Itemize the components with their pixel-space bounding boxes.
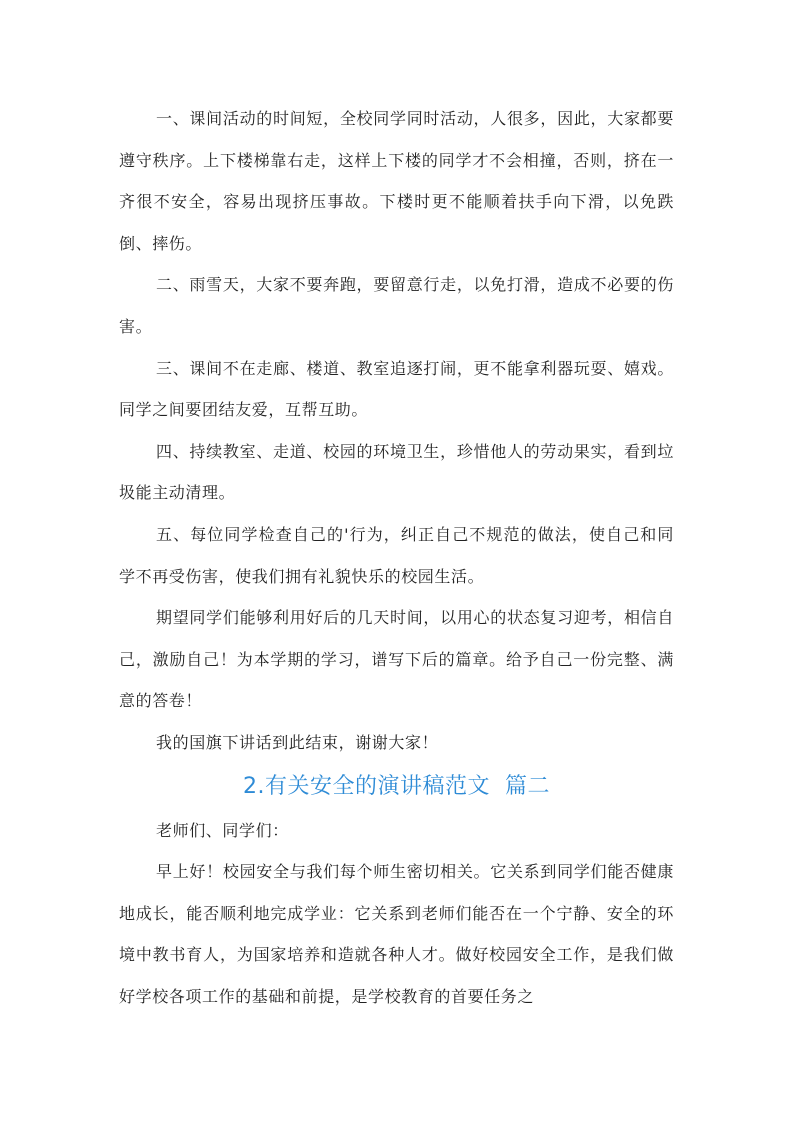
paragraph-rule-4: 四、持续教室、走道、校园的环境卫生，珍惜他人的劳动果实，看到垃圾能主动清理。	[119, 441, 674, 503]
section-heading: 2.有关安全的演讲稿范文 篇二	[243, 773, 550, 799]
paragraph-rule-1: 一、课间活动的时间短，全校同学同时活动，人很多，因此，大家都要遵守秩序。上下楼梯靠右走，这样上下楼的同学才不会相撞，否则，挤在一齐很不安全，容易出现挤压事故。下楼时更不能顺着扶手向下滑，以免跌倒、摔伤。	[119, 109, 674, 253]
paragraph-closing: 我的国旗下讲话到此结束，谢谢大家！	[156, 732, 439, 752]
paragraph-rule-2: 二、雨雪天，大家不要奔跑，要留意行走，以免打滑，造成不必要的伤害。	[119, 275, 674, 336]
paragraph-intro: 早上好！校园安全与我们每个师生密切相关。它关系到同学们能否健康地成长，能否顺利地完成学业：它关系到老师们能否在一个宁静、安全的环境中教书育人，为国家培养和造就各种人才。做好校园安全工作，是我们做好学校各项工作的基础和前提，是学校教育的首要任务之	[119, 862, 674, 1006]
document-body	[119, 98, 674, 1017]
paragraph-rule-3: 三、课间不在走廊、楼道、教室追逐打闹，更不能拿利器玩耍、嬉戏。同学之间要团结友爱，互帮互助。	[119, 358, 674, 420]
paragraph-rule-5: 五、每位同学检查自己的'行为，纠正自己不规范的做法，使自己和同学不再受伤害，使我们拥有礼貌快乐的校园生活。	[119, 524, 674, 586]
paragraph-salutation: 老师们、同学们：	[156, 820, 289, 840]
paragraph-hope: 期望同学们能够利用好后的几天时间，以用心的状态复习迎考，相信自己，激励自己！为本学期的学习，谱写下后的篇章。给予自己一份完整、满意的答卷！	[119, 608, 674, 711]
